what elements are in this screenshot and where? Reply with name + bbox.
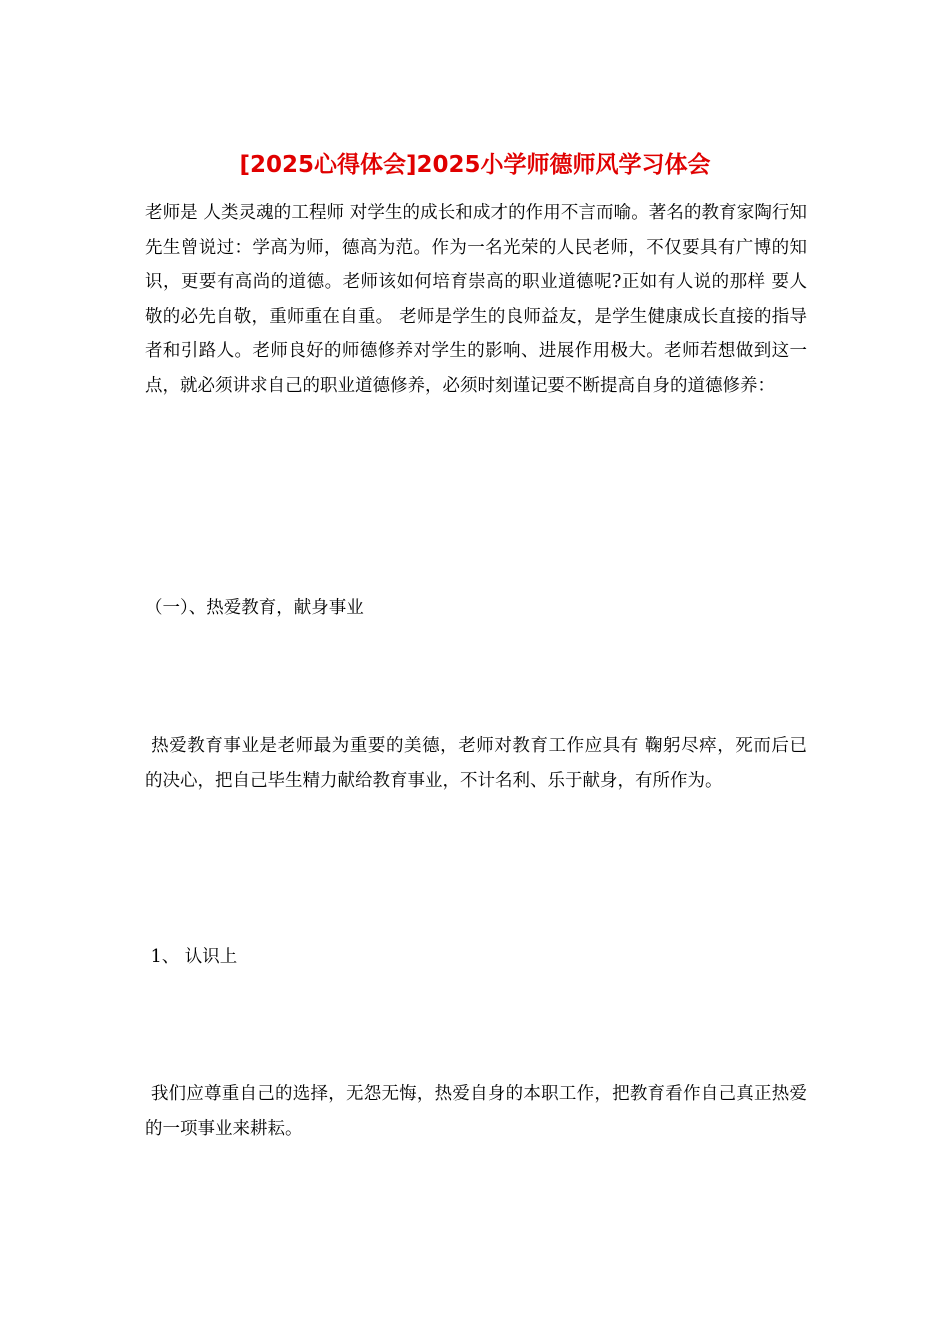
section-heading: （一）、热爱教育，献身事业 — [145, 598, 364, 618]
item-paragraph: 我们应尊重自己的选择，无怨无悔，热爱自身的本职工作，把教育看作自己真正热爱的一项事业来耕耘。 — [145, 1084, 807, 1139]
document-title: [2025心得体会]2025小学师德师风学习体会 — [239, 152, 711, 178]
item-heading: 1、 认识上 — [145, 947, 238, 967]
intro-paragraph: 老师是 人类灵魂的工程师 对学生的成长和成才的作用不言而喻。著名的教育家陶行知先生曾说过：学高为师，德高为范。作为一名光荣的人民老师，不仅要具有广博的知识，更要有高尚的道德。老师该如何培育崇高的职业道德呢?正如有人说的那样 要人敬的必先自敬，重师重在自重。 老师是学生的良师益友，是学生健康成长直接的指导者和引路人。老师良好的师德修养对学生的影响、进展作用极大。老师若想做到这一点，就必须讲求自己的职业道德修养，必须时刻谨记要不断提高自身的道德修养： — [145, 203, 807, 396]
section-paragraph: 热爱教育事业是老师最为重要的美德，老师对教育工作应具有 鞠躬尽瘁，死而后已 的决心，把自己毕生精力献给教育事业，不计名利、乐于献身，有所作为。 — [145, 736, 813, 791]
